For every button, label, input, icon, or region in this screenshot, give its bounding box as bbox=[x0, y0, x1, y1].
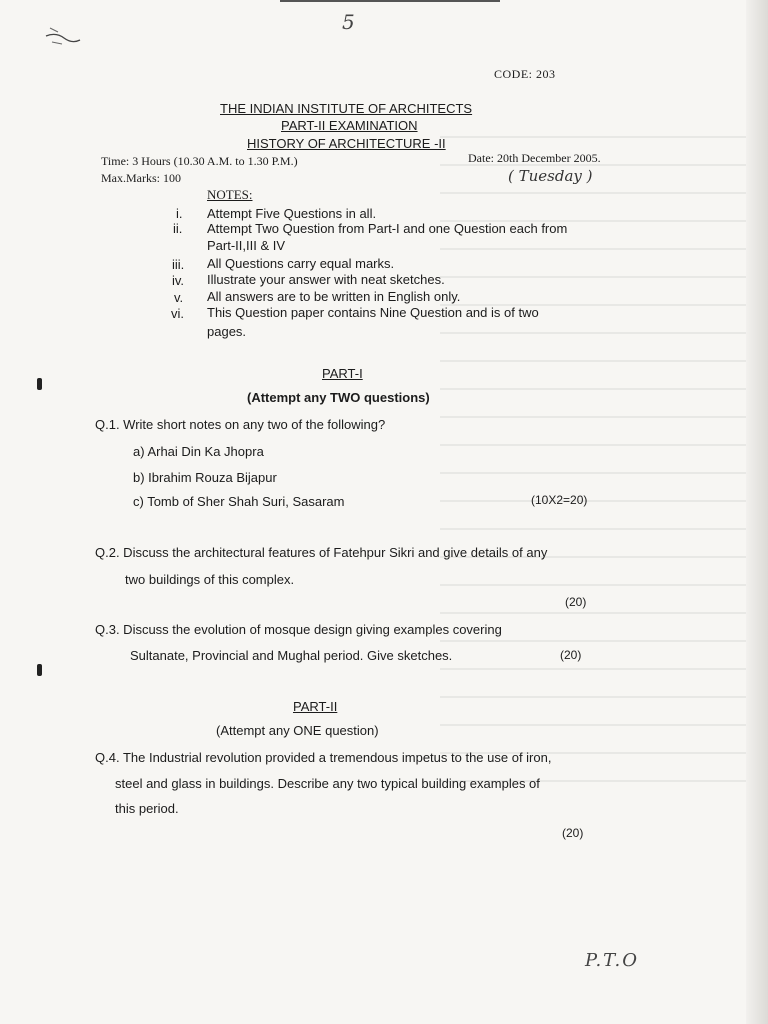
note-text: Part-II,III & IV bbox=[207, 238, 286, 253]
question-1-option: a) Arhai Din Ka Jhopra bbox=[133, 444, 264, 459]
question-3: Sultanate, Provincial and Mughal period. Give sketches. bbox=[130, 648, 453, 663]
max-marks: Max.Marks: 100 bbox=[101, 171, 181, 185]
question-2: two buildings of this complex. bbox=[125, 572, 295, 587]
question-4: this period. bbox=[115, 801, 179, 816]
question-2-marks: (20) bbox=[565, 595, 587, 609]
note-text: All answers are to be written in English only. bbox=[207, 289, 461, 304]
question-2: Q.2. Discuss the architectural features of Fatehpur Sikri and give details of any bbox=[95, 545, 548, 560]
question-1-option: c) Tomb of Sher Shah Suri, Sasaram bbox=[133, 494, 345, 509]
note-number: iv. bbox=[172, 273, 185, 288]
note-text: Attempt Five Questions in all. bbox=[207, 206, 377, 221]
question-4: steel and glass in buildings. Describe any two typical building examples of bbox=[115, 776, 540, 791]
question-1-option: b) Ibrahim Rouza Bijapur bbox=[133, 470, 277, 485]
note-text: Illustrate your answer with neat sketches. bbox=[207, 272, 445, 287]
question-1-marks: (10X2=20) bbox=[531, 493, 588, 507]
question-4-marks: (20) bbox=[562, 826, 584, 840]
exam-time: Time: 3 Hours (10.30 A.M. to 1.30 P.M.) bbox=[101, 154, 298, 168]
note-text: pages. bbox=[207, 324, 247, 339]
note-text: All Questions carry equal marks. bbox=[207, 256, 395, 271]
corner-smudge-mark bbox=[44, 22, 82, 48]
page-edge-shadow bbox=[746, 0, 768, 1024]
question-3: Q.3. Discuss the evolution of mosque design giving examples covering bbox=[95, 622, 502, 637]
binder-hole-mark bbox=[37, 664, 42, 676]
part2-instruction: (Attempt any ONE question) bbox=[216, 723, 379, 738]
note-text: Attempt Two Question from Part-I and one Question each from bbox=[207, 221, 568, 236]
top-rule bbox=[280, 0, 500, 2]
question-1: Q.1. Write short notes on any two of the following? bbox=[95, 417, 386, 432]
note-number: i. bbox=[176, 206, 183, 221]
exam-date: Date: 20th December 2005. bbox=[468, 151, 601, 165]
question-3-marks: (20) bbox=[560, 648, 582, 662]
exam-code: CODE: 203 bbox=[494, 67, 556, 81]
handwritten-pto-note: P.T.O bbox=[585, 950, 640, 971]
note-number: ii. bbox=[173, 221, 183, 236]
part1-instruction: (Attempt any TWO questions) bbox=[247, 390, 430, 405]
part2-title: PART-II bbox=[293, 699, 338, 714]
notes-heading: NOTES: bbox=[207, 187, 253, 202]
note-number: iii. bbox=[172, 257, 185, 272]
note-text: This Question paper contains Nine Question and is of two bbox=[207, 305, 539, 320]
part1-title: PART-I bbox=[322, 366, 363, 381]
question-4: Q.4. The Industrial revolution provided a tremendous impetus to the use of iron, bbox=[95, 750, 552, 765]
exam-title: PART-II EXAMINATION bbox=[281, 118, 418, 133]
institute-title: THE INDIAN INSTITUTE OF ARCHITECTS bbox=[220, 101, 473, 116]
binder-hole-mark bbox=[37, 378, 42, 390]
note-number: vi. bbox=[171, 306, 184, 321]
note-number: v. bbox=[174, 290, 184, 305]
subject-title: HISTORY OF ARCHITECTURE -II bbox=[247, 136, 446, 151]
bleed-through-text bbox=[440, 110, 760, 800]
handwritten-day-note: ( Tuesday ) bbox=[508, 167, 593, 185]
page-number-mark: 5 bbox=[342, 10, 355, 34]
